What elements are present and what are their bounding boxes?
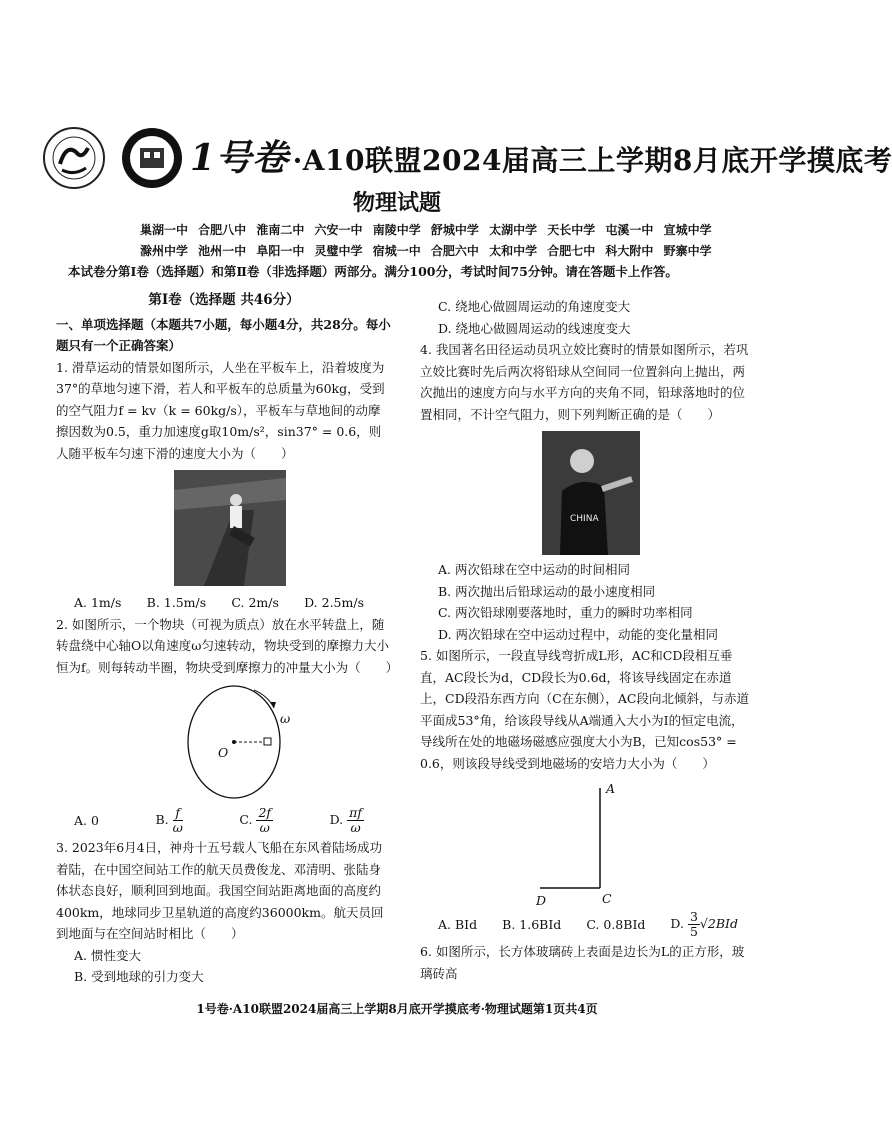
q4-option-a: A. 两次铅球在空中运动的时间相同 bbox=[438, 562, 630, 577]
part-title: 一、单项选择题（本题共7小题，每小题4分，共28分。每小题只有一个正确答案） bbox=[56, 316, 391, 353]
q1-option-d: D. 2.5m/s bbox=[304, 595, 364, 610]
q4-option-b: B. 两次抛出后铅球运动的最小速度相同 bbox=[438, 583, 656, 599]
page-footer: 1号卷·A10联盟2024届高三上学期8月底开学摸底考·物理试题第1页共4页 bbox=[196, 1002, 598, 1016]
left-column bbox=[56, 290, 399, 988]
exam-instructions: 本试卷分第Ⅰ卷（选择题）和第Ⅱ卷（非选择题）两部分。满分100分，考试时间75分钟。请在答题卡上作答。 bbox=[68, 264, 678, 279]
alliance-logo bbox=[42, 126, 106, 190]
subject-title: 物理试题 bbox=[352, 190, 441, 216]
q5-option-c: C. 0.8BId bbox=[586, 916, 646, 932]
exam-title: 1号卷 ·A10联盟2024届高三上学期8月底开学摸底考 bbox=[190, 137, 892, 179]
label-a: A bbox=[606, 781, 616, 796]
label-o: O bbox=[218, 745, 229, 760]
q3-option-b: B. 受到地球的引力变大 bbox=[74, 969, 204, 984]
education-logo bbox=[120, 126, 184, 190]
question-4: 4. 我国著名田径运动员巩立姣比赛时的情景如图所示，若巩立姣比赛时先后两次将铅球从空间同一位置斜向上抛出，两次抛出的速度方向与水平方向的夹角不同，铅球落地时的位置相同，不计空气阻力，则下列判断正确的是（ ） bbox=[420, 342, 749, 422]
q1-option-b: B. 1.5m/s bbox=[146, 595, 207, 610]
brand-mark: 1号卷 bbox=[190, 137, 289, 179]
shirt-text: CHINA bbox=[570, 514, 599, 524]
section-title: 第Ⅰ卷（选择题 共46分） bbox=[148, 292, 300, 308]
q3-option-d: D. 绕地心做圆周运动的线速度变大 bbox=[438, 320, 631, 336]
q4-option-c: C. 两次铅球刚要落地时，重力的瞬时功率相同 bbox=[438, 605, 693, 620]
question-3: 3. 2023年6月4日，神舟十五号载人飞船在东风着陆场成功着陆，在中国空间站工作的航天员费俊龙、邓清明、张陆身体状态良好，顺利回到地面。我国空间站距离地面的高度约400km，地球同步卫星轨道的高度约36000km。航天员回到地面与在空间站时相比（ ） bbox=[56, 840, 384, 941]
question-1: 1. 滑草运动的情景如图所示，人坐在平板车上，沿着坡度为37°的草地匀速下滑，若人和平板车的总质量为60kg，受到的空气阻力f = kv（k = 60kg/s），平板车与草地间的动摩擦因数为0.5，重力加速度g取10m/s²，sin37° = 0.6，则人随平板车匀速下滑的速度大小为（ ） bbox=[56, 359, 385, 461]
l-wire-diagram bbox=[530, 778, 630, 908]
q4-option-d: D. 两次铅球在空中运动过程中，动能的变化量相同 bbox=[438, 626, 719, 642]
q3-option-c: C. 绕地心做圆周运动的角速度变大 bbox=[438, 299, 631, 314]
q2-option-b: B. $\frac{f}{\omega}$ bbox=[155, 805, 183, 835]
school-list: 巢湖一中 合肥八中 淮南二中 六安一中 南陵中学 舒城中学 太湖中学 天长中学 屯溪一中 宣城中学 滁州中学 池州一中 阜阳一中 灵璧中学 宿城一中 合肥六中 太和中学 合肥七中 科大附中 野寨中学 bbox=[140, 223, 712, 258]
q5-option-d: D. $\frac{3}{5}$ √2BId bbox=[670, 909, 738, 939]
q1-option-a: A. 1m/s bbox=[74, 595, 122, 610]
label-c: C bbox=[602, 891, 612, 906]
question-2: 2. 如图所示，一个物块（可视为质点）放在水平转盘上，随转盘绕中心轴O以角速度ω匀速转动，物块受到的摩擦力大小恒为f。则每转动半圈，物块受到摩擦力的冲量大小为（ ） bbox=[56, 616, 399, 675]
shot-put-photo bbox=[542, 431, 640, 555]
q5-options bbox=[420, 910, 738, 939]
q2-options bbox=[56, 806, 364, 835]
turntable-diagram bbox=[184, 682, 294, 802]
q2-option-c: C. $\frac{2f}{\omega}$ bbox=[239, 805, 272, 835]
right-column bbox=[420, 296, 756, 984]
q5-option-b: B. 1.6BId bbox=[502, 916, 562, 932]
q3-option-a: A. 惯性变大 bbox=[74, 947, 141, 963]
q1-option-c: C. 2m/s bbox=[231, 595, 279, 610]
q1-options bbox=[56, 592, 364, 614]
label-omega: ω bbox=[280, 711, 291, 726]
grass-sled-photo bbox=[174, 470, 286, 586]
q5-option-a: A. BId bbox=[438, 916, 478, 932]
q2-option-d: D. $\frac{\pi f}{\omega}$ bbox=[329, 805, 362, 835]
label-d: D bbox=[536, 893, 547, 908]
question-6: 6. 如图所示，长方体玻璃砖上表面是边长为L的正方形，玻璃砖高 bbox=[420, 944, 745, 981]
question-5: 5. 如图所示，一段直导线弯折成L形，AC和CD段相互垂直，AC段长为d，CD段长为0.6d，将该导线固定在赤道上，CD段沿东西方向（C在东侧），AC段向北倾斜，与赤道平面成53°角，给该段导线从A端通入大小为I的恒定电流，导线所在处的地磁场磁感应强度大小为B，已知cos53° = 0.6，则该段导线受到地磁场的安培力大小为（ ） bbox=[420, 648, 749, 771]
q2-option-a: A. 0 bbox=[74, 812, 99, 828]
